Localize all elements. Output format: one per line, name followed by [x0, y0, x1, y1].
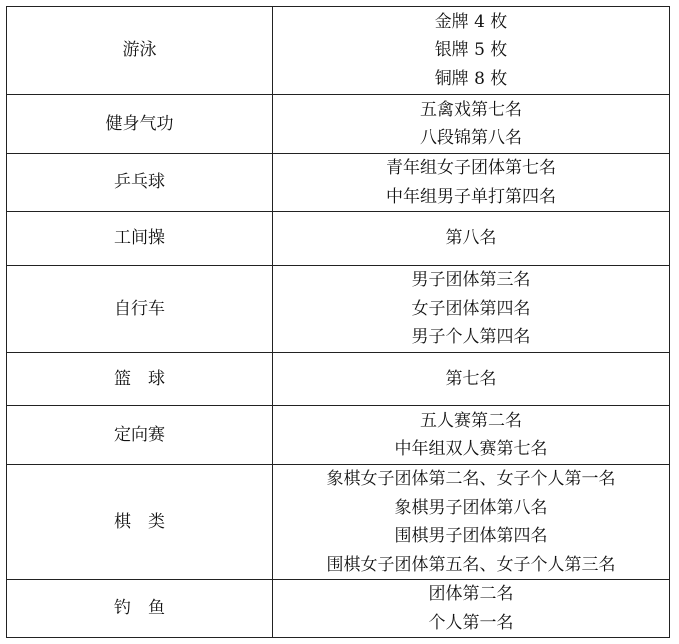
table-row	[7, 212, 670, 266]
result-cell	[273, 212, 670, 266]
result-line: 第八名	[445, 228, 497, 249]
sport-cell: 篮 球	[7, 353, 273, 406]
result-line: 银牌 5 枚	[434, 40, 508, 61]
result-line: 女子团体第四名	[411, 298, 531, 319]
result-line: 青年组女子团体第七名	[386, 158, 556, 178]
sport-cell: 游泳	[7, 7, 273, 95]
table-row	[7, 406, 670, 465]
result-line: 围棋男子团体第四名	[394, 526, 548, 546]
result-line: 第七名	[445, 368, 497, 389]
result-line: 铜牌 8 枚	[434, 68, 508, 89]
result-line: 男子团体第三名	[411, 270, 531, 291]
result-cell	[273, 95, 670, 154]
result-cell	[273, 465, 670, 580]
result-line: 八段锦第八名	[420, 128, 522, 148]
results-table	[6, 6, 670, 638]
result-line: 中年组双人赛第七名	[394, 439, 548, 459]
table-row	[7, 154, 670, 212]
sport-cell: 自行车	[7, 266, 273, 353]
result-cell	[273, 406, 670, 465]
table-row	[7, 465, 670, 580]
result-line: 五人赛第二名	[420, 410, 522, 431]
table-row	[7, 580, 670, 638]
table-row	[7, 7, 670, 95]
result-line: 男子个人第四名	[411, 327, 531, 348]
sport-cell: 工间操	[7, 212, 273, 266]
sport-cell: 定向赛	[7, 406, 273, 465]
result-line: 象棋男子团体第八名	[394, 497, 548, 518]
result-cell	[273, 266, 670, 353]
result-cell	[273, 154, 670, 212]
result-cell	[273, 7, 670, 95]
result-line: 中年组男子单打第四名	[386, 186, 556, 207]
table-row	[7, 353, 670, 406]
table-row	[7, 95, 670, 154]
result-line: 金牌 4 枚	[434, 11, 508, 32]
sport-cell: 健身气功	[7, 95, 273, 154]
result-cell	[273, 580, 670, 638]
table-row	[7, 266, 670, 353]
sport-cell: 钓 鱼	[7, 580, 273, 638]
result-line: 个人第一名	[428, 612, 514, 633]
result-line: 五禽戏第七名	[420, 99, 522, 120]
result-cell	[273, 353, 670, 406]
result-line: 团体第二名	[428, 584, 514, 604]
result-line: 围棋女子团体第五名、女子个人第三名	[326, 554, 616, 575]
sport-cell: 棋 类	[7, 465, 273, 580]
result-line: 象棋女子团体第二名、女子个人第一名	[326, 469, 616, 489]
sport-cell: 乒乓球	[7, 154, 273, 212]
